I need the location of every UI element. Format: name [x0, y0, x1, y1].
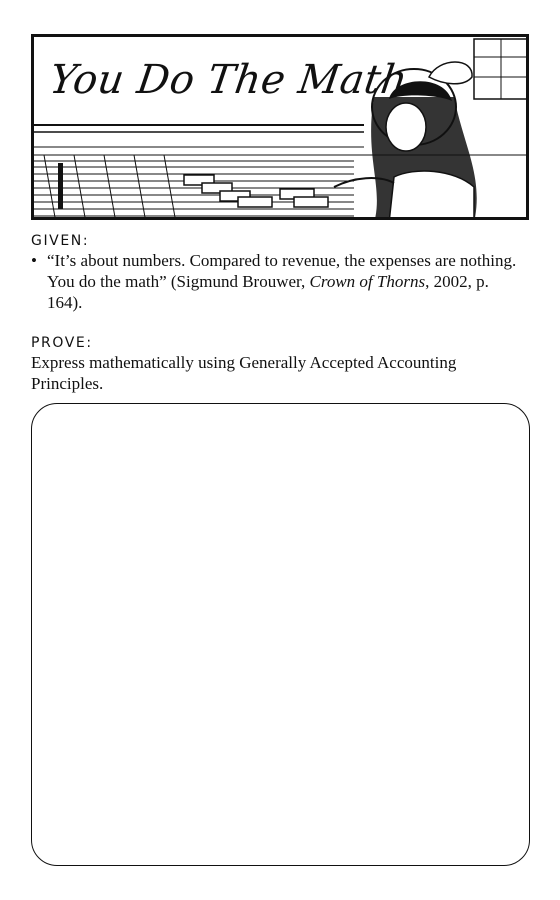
- answer-box[interactable]: [31, 403, 530, 866]
- title-banner: [31, 34, 529, 220]
- quote-text: “It’s about numbers. Compared to revenue, the expenses are nothing. You do the math” (Sigmund Brouwer,: [47, 251, 517, 291]
- citation-tail: , 2002, p. 164).: [47, 272, 489, 312]
- given-label: GIVEN:: [31, 233, 90, 249]
- banner-title: You Do The Math: [46, 57, 411, 103]
- bullet: •: [31, 251, 37, 270]
- prove-text: Express mathematically using Generally Accepted Accounting Principles.: [31, 353, 457, 393]
- prove-label: PROVE:: [31, 335, 93, 351]
- given-quote: [47, 250, 521, 313]
- book-title: Crown of Thorns: [309, 272, 426, 291]
- given-list-item: [31, 250, 521, 313]
